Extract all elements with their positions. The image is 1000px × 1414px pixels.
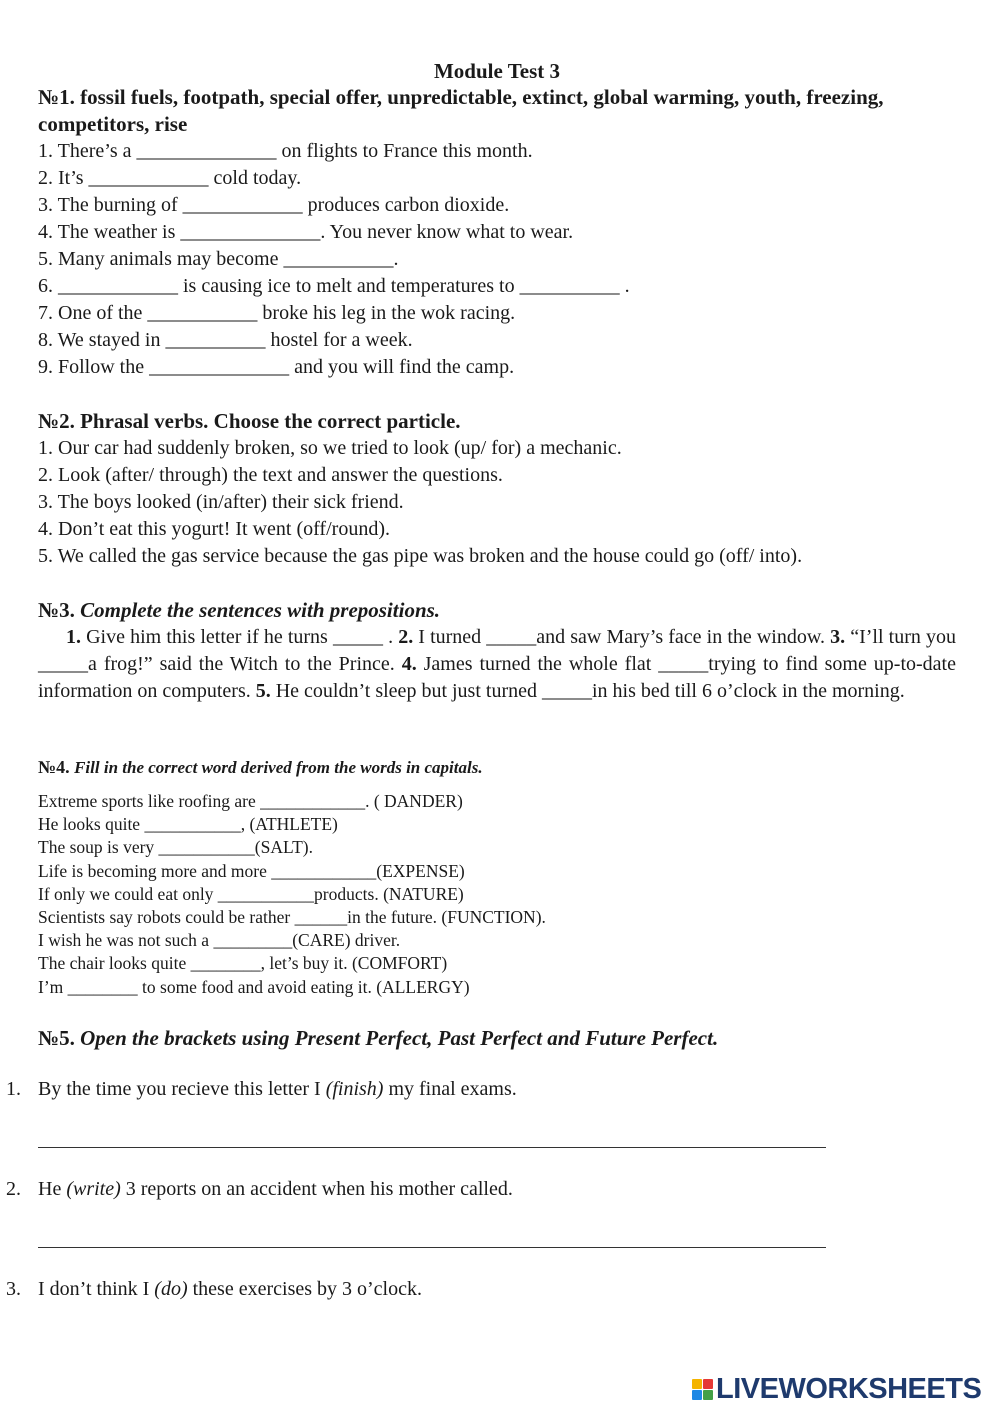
section-5-item-num: 2. [6,1177,21,1200]
section-4-item: If only we could eat only ___________products. (NATURE) [38,883,464,904]
section-1-item: 8. We stayed in __________ hostel for a week. [38,329,413,351]
section-2-heading: №2. Phrasal verbs. Choose the correct particle. [38,409,461,433]
logo-square [692,1390,702,1400]
logo-text: LIVEWORKSHEETS [716,1372,982,1405]
section-1-item: 1. There’s a ______________ on flights to France this month. [38,140,533,162]
section-1-item: 9. Follow the ______________ and you will find the camp. [38,356,515,378]
page-title: Module Test 3 [433,59,561,83]
section-1-item: 3. The burning of ____________ produces carbon dioxide. [38,194,510,216]
section-3-heading-text: Complete the sentences with prepositions. [80,598,441,622]
section-5 [6,1025,956,1302]
section-1 [38,84,956,381]
section-5-item-text: 3 reports on an accident when his mother called. [120,1177,513,1200]
section-3-num: 3. [830,626,846,648]
section-5-verb: (do) [154,1277,188,1300]
section-2-item: 5. We called the gas service because the gas pipe was broken and the house could go (off/ into). [38,545,803,567]
section-4-item: The chair looks quite ________, let’s buy it. (COMFORT) [38,953,448,974]
section-1-item: 2. It’s ____________ cold today. [38,167,302,189]
section-5-item-text: By the time you recieve this letter I [38,1077,326,1100]
section-3-text: James turned the whole flat _____trying to find some up-to-date information on computers. [38,653,956,702]
section-5-verb: (write) [66,1177,121,1200]
section-5-item [6,1176,956,1202]
section-4-heading-num: №4. [38,757,70,777]
section-1-item: 6. ____________ is causing ice to melt and temperatures to __________ . [38,275,630,297]
section-5-heading [38,1025,956,1052]
section-2-item: 3. The boys looked (in/after) their sick friend. [38,491,404,513]
section-3-text: I turned _____and saw Mary’s face in the window. [413,626,831,648]
section-3-heading-num: №3. [38,598,75,622]
section-3 [38,597,956,705]
logo-grid-icon [692,1379,713,1400]
section-2 [38,408,956,570]
section-1-item: 5. Many animals may become ___________. [38,248,399,270]
section-1-item: 4. The weather is ______________. You never know what to wear. [38,221,574,243]
section-5-item-num: 3. [6,1277,21,1300]
section-2-item: 1. Our car had suddenly broken, so we tried to look (up/ for) a mechanic. [38,437,622,459]
liveworksheets-logo [692,1374,981,1404]
section-5-verb: (finish) [325,1077,384,1100]
section-4-item: Scientists say robots could be rather ______in the future. (FUNCTION). [38,907,546,928]
section-5-heading-num: №5. [38,1025,75,1050]
section-3-text: He couldn’t sleep but just turned _____in his bed till 6 o’clock in the morning. [270,680,905,702]
section-5-item-text: I don’t think I [38,1277,155,1300]
section-3-num: 1. [66,626,81,648]
section-5-item [6,1276,956,1302]
section-5-item-text: He [38,1177,67,1200]
section-4-item: Extreme sports like roofing are ____________. ( DANDER) [38,791,463,811]
section-2-item: 4. Don’t eat this yogurt! It went (off/round). [38,518,390,540]
section-2-item: 2. Look (after/ through) the text and answer the questions. [38,464,503,486]
section-1-item: 7. One of the ___________ broke his leg in the wok racing. [38,302,516,324]
section-5-item-text: my final exams. [383,1077,517,1100]
section-3-num: 2. [398,626,414,648]
section-3-text: “I’ll turn you _____a frog!” said the Witch to the Prince. [38,626,956,675]
section-4-item: Life is becoming more and more ____________(EXPENSE) [38,860,465,881]
section-3-num: 5. [255,680,271,702]
section-4-item: I wish he was not such a _________(CARE) driver. [38,930,401,951]
section-4-item: The soup is very ___________(SALT). [38,837,313,858]
logo-square [703,1379,713,1389]
section-3-paragraph [38,624,956,705]
section-3-text: Give him this letter if he turns _____ . [81,626,399,648]
worksheet-page [6,58,956,1302]
section-4-heading [38,755,956,780]
section-3-num: 4. [401,653,417,675]
logo-square [703,1390,713,1400]
section-4-heading-text: Fill in the correct word derived from the words in capitals. [74,758,483,777]
section-5-item-num: 1. [6,1077,21,1100]
section-3-heading [38,597,956,624]
section-5-item [6,1076,956,1102]
section-5-item-text: these exercises by 3 o’clock. [187,1277,422,1300]
section-1-heading-line2: competitors, rise [38,112,188,136]
section-1-heading-line1: №1. fossil fuels, footpath, special offer, unpredictable, extinct, global warming, youth, freezing, [38,85,884,109]
section-4 [38,755,956,999]
logo-square [692,1379,702,1389]
section-4-item: He looks quite ___________, (ATHLETE) [38,814,338,835]
section-5-heading-text: Open the brackets using Present Perfect, Past Perfect and Future Perfect. [80,1025,719,1050]
section-4-item: I’m ________ to some food and avoid eating it. (ALLERGY) [38,976,470,997]
